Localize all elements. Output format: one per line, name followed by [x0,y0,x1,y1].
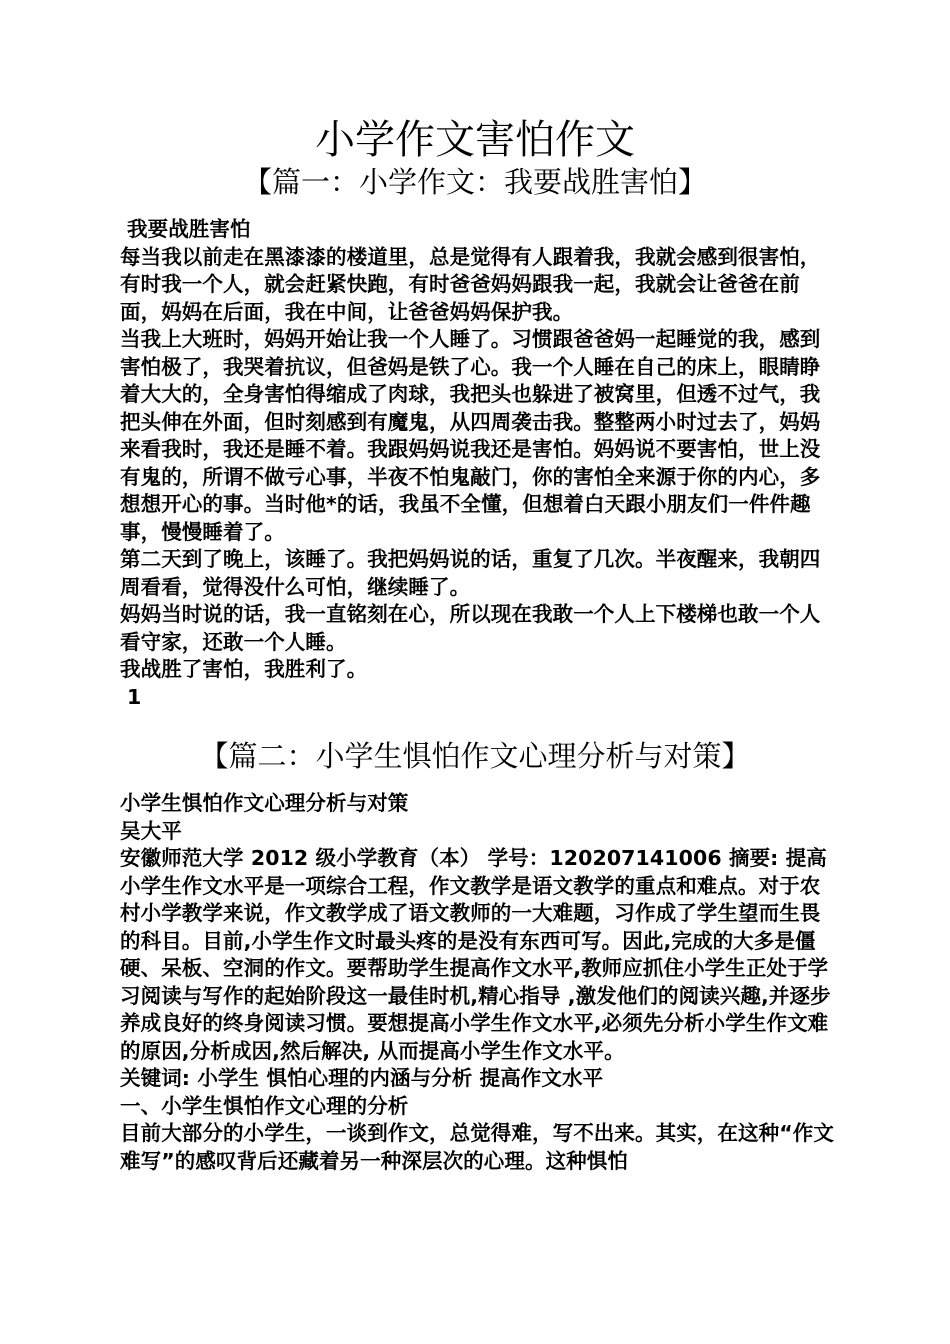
section-body-1 [115,216,840,711]
section-heading-1: 【篇一：小学作文：我要战胜害怕】 [242,165,707,199]
paragraph: 每当我以前走在黑漆漆的楼道里，总是觉得有人跟着我，我就会感到很害怕，有时我一个人，就会赶紧快跑，有时爸爸妈妈跟我一起，我就会让爸爸在前面，妈妈在后面，我在中间，让爸爸妈妈保护我。 [120,244,821,324]
article-title: 小学生惧怕作文心理分析与对策 [120,791,409,815]
paragraph: 妈妈当时说的话，我一直铭刻在心，所以现在我敢一个人上下楼梯也敢一个人看守家，还敢一个人睡。 [120,602,821,654]
paragraph: 第二天到了晚上，该睡了。我把妈妈说的话，重复了几次。半夜醒来，我朝四周看看，觉得没什么可怕，继续睡了。 [120,547,821,599]
paragraph: 我战胜了害怕，我胜利了。 [120,657,368,681]
essay-title: 我要战胜害怕 [127,217,251,241]
document-title: 小学作文害怕作文 [315,117,635,163]
keywords: 关键词: 小学生 惧怕心理的内涵与分析 提高作文水平 [120,1066,604,1090]
section-heading-2: 【篇二：小学生惧怕作文心理分析与对策】 [199,739,751,773]
subsection-heading: 一、小学生惧怕作文心理的分析 [120,1093,409,1118]
abstract-paragraph: 安徽师范大学 2012 级小学教育（本） 学号：120207141006 摘要: 提高小学生作文水平是一项综合工程，作文教学是语文教学的重点和难点。对于农村小学教学来说，作文教学成了语文教师的一大难题，习作成了学生望而生畏的科目。目前,小学生作文时最头疼的是没有东西可写。因此,完成的大多是僵硬、呆板、空洞的作文。要帮助学生提高作文水平,教师应抓住小学生正处于学习阅读与写作的起始阶段这一最佳时机,精心指导 ,激发他们的阅读兴趣,并逐步养成良好的终身阅读习惯。要想提高小学生作文水平,必须先分析小学生作文难的原因,分析成因,然后解决, 从而提高小学生作文水平。 [120,846,831,1063]
paragraph: 目前大部分的小学生，一谈到作文，总觉得难，写不出来。其实，在这种“作文难写”的感叹背后还藏着另一种深层次的心理。这种惧怕 [120,1121,834,1173]
paragraph: 当我上大班时，妈妈开始让我一个人睡了。习惯跟爸爸妈一起睡觉的我，感到害怕极了，我哭着抗议，但爸妈是铁了心。我一个人睡在自己的床上，眼睛睁着大大的，全身害怕得缩成了肉球，我把头也躲进了被窝里，但透不过气，我把头伸在外面，但时刻感到有魔鬼，从四周袭击我。整整两小时过去了，妈妈来看我时，我还是睡不着。我跟妈妈说我还是害怕。妈妈说不要害怕，世上没有鬼的，所谓不做亏心事，半夜不怕鬼敲门，你的害怕全来源于你的内心，多想想开心的事。当时他*的话，我虽不全懂，但想着白天跟小朋友们一件件趣事，慢慢睡着了。 [120,327,821,544]
page-number: 1 [127,684,142,709]
section-body-2 [115,790,840,1175]
author: 吴大平 [120,818,182,843]
